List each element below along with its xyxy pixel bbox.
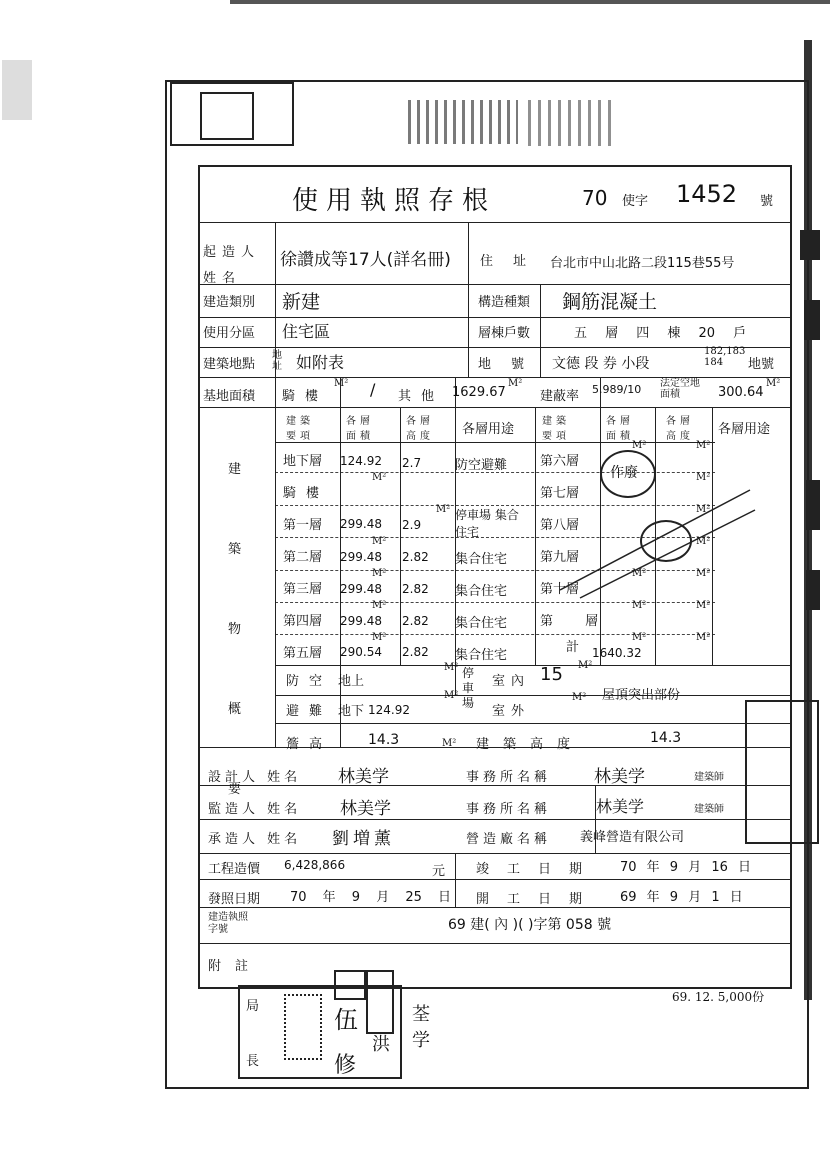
col-height-right: 各層高度: [666, 416, 694, 442]
outdoor-label: 室外: [492, 704, 531, 719]
signature-2: 修: [334, 1053, 357, 1078]
annex-label: 騎樓: [282, 389, 329, 404]
eaves-value: 14.3: [368, 732, 400, 748]
other-value: 1629.67: [452, 385, 506, 400]
floor-name-6: 第六層: [540, 454, 580, 469]
permit-number: 1452: [676, 180, 738, 208]
cost-value: 6,428,866: [284, 858, 346, 872]
col-use-right: 各層用途: [718, 422, 771, 437]
col-area-right: 各層面積: [606, 416, 634, 442]
address-label: 住址: [480, 254, 547, 269]
coverage-value: 5.989/10: [592, 383, 642, 396]
unit-mark: M²: [696, 632, 711, 643]
roof-label: 屋頂突出部份: [602, 688, 681, 703]
bh-label: 建築高度: [476, 737, 585, 752]
permit-suffix: 號: [760, 194, 774, 209]
unit-mark: M²: [372, 472, 387, 483]
signature-4: 荃: [412, 1004, 430, 1025]
floor-height: 2.82: [402, 582, 429, 596]
lot-suffix: 地號: [748, 357, 775, 372]
floor-area: 124.92: [340, 454, 382, 468]
floor-name-7: 第七層: [540, 486, 580, 501]
floor-use: 集合住宅: [455, 552, 508, 567]
unit-annex: M²: [334, 378, 349, 389]
supervisor-value: 林美学: [340, 799, 391, 819]
category-label: 建造類別: [203, 295, 256, 310]
floor-area: 299.48: [340, 614, 382, 628]
permit-label: 建造執照字號: [208, 912, 248, 935]
note-label: 附註: [208, 959, 263, 974]
total-label: 計: [566, 640, 580, 655]
col-item-left: 建築要項: [286, 416, 314, 442]
floor-area: 299.48: [340, 550, 382, 564]
floor-height: 2.9: [402, 518, 422, 532]
void-text: 作廢: [610, 465, 638, 481]
issue-label: 發照日期: [208, 892, 261, 907]
structure-label: 構造種類: [478, 295, 531, 310]
unit-mark: M²: [632, 600, 647, 611]
complete-label: 竣工日期: [476, 862, 601, 877]
lot-value: 文德 段 券 小段: [552, 356, 650, 372]
unit-mark: M²: [372, 600, 387, 611]
building-side-label: 建築物概要: [228, 462, 242, 797]
designer-value: 林美学: [338, 767, 389, 787]
floor-use: 停車場 集合住宅: [455, 508, 519, 539]
right-margin-marks-2: [804, 300, 820, 340]
structure-value: 鋼筋混凝土: [562, 291, 658, 313]
floor-use: 防空避難: [455, 458, 508, 473]
contractor-label: 承造人 姓名: [208, 832, 302, 847]
annex-value: /: [370, 380, 376, 399]
floor-use: 集合住宅: [455, 616, 508, 631]
floor-name-9: 第九層: [540, 550, 580, 565]
defense-label: 防空: [286, 674, 333, 689]
cost-unit: 元: [432, 864, 446, 879]
firm2-label: 事務所名稱: [466, 802, 552, 817]
category-value: 新建: [282, 291, 321, 313]
floor-height: 2.82: [402, 645, 429, 659]
right-margin-marks-4: [806, 570, 820, 610]
director-label-bottom: 長: [246, 1054, 260, 1069]
seal-stamp-2: [334, 970, 366, 1000]
total-value: 1640.32: [592, 646, 642, 660]
print-info: 69. 12. 5,000份: [672, 990, 765, 1004]
unit-mark: M²: [632, 632, 647, 643]
floor-use: 集合住宅: [455, 648, 508, 663]
zone-value: 住宅區: [282, 322, 331, 341]
supervisor-label: 監造人 姓名: [208, 802, 302, 817]
signature-3: 洪: [372, 1034, 390, 1055]
floor-height: 2.82: [402, 550, 429, 564]
complete-value: 70 年 9 月 16 日: [620, 860, 752, 875]
floor-name: 第四層: [283, 614, 323, 629]
company-value: 義峰營造有限公司: [580, 830, 685, 845]
designer-label: 設計人 姓名: [208, 770, 302, 785]
floor-area: 299.48: [340, 582, 382, 596]
unit-mark: M²: [632, 440, 647, 451]
open-label: 法定空地面積: [660, 378, 700, 400]
col-use-left: 各層用途: [462, 422, 515, 437]
site-sub: 地址: [272, 350, 282, 372]
permit-prefix: 使字: [622, 194, 649, 209]
floor-area: 290.54: [340, 645, 382, 659]
floors-label: 層棟戶數: [478, 326, 531, 341]
unit-defense: M²: [444, 662, 459, 673]
zone-label: 使用分區: [203, 326, 256, 341]
floor-use: 集合住宅: [455, 584, 508, 599]
site-value: 如附表: [296, 353, 345, 372]
floor-name: 地下層: [283, 454, 323, 469]
unit-mark: M²: [696, 568, 711, 579]
unit-mark: M²: [696, 536, 711, 547]
floor-height: 2.7: [402, 456, 422, 470]
unit-mark: M²: [372, 632, 387, 643]
floor-name-8: 第八層: [540, 518, 580, 533]
seal-stamp-3: [366, 970, 394, 1034]
firm2-value: 林美学: [596, 797, 645, 816]
floor-name-blank: 第 層: [540, 614, 613, 629]
scan-edge-left: [2, 60, 32, 120]
applicant-label: 起造人 姓名: [203, 245, 261, 286]
permit-value: 69 建( 內 )( )字第 058 號: [448, 917, 612, 933]
floor-name: 第二層: [283, 550, 323, 565]
col-item-right: 建築要項: [542, 416, 570, 442]
contractor-value: 劉増薰: [332, 829, 395, 849]
bh-value: 14.3: [650, 730, 682, 746]
floor-name: 騎樓: [283, 486, 330, 501]
void-slash-lines: [560, 480, 760, 600]
cost-label: 工程造價: [208, 862, 261, 877]
lot-numbers: 182,183 184: [704, 346, 746, 368]
architect2-label: 建築師: [694, 804, 724, 815]
floor-name-10: 第十層: [540, 582, 580, 597]
unit-indoor: M²: [578, 660, 593, 671]
company-label: 營造廠名稱: [466, 832, 552, 847]
scan-edge-top: [230, 0, 830, 4]
start-label: 開工日期: [476, 892, 601, 907]
seal-stamp: [284, 994, 322, 1060]
parking-label: 停車場: [462, 666, 475, 710]
floors-value: 五 層 四 棟 20 戶: [574, 326, 747, 341]
defense-sub: 地上: [338, 674, 365, 689]
evac-label: 避難: [286, 704, 333, 719]
void-slash-2: [580, 510, 755, 598]
unit-mark: M²: [696, 504, 711, 515]
architect-label: 建築師: [694, 772, 724, 783]
floor-name: 第五層: [283, 646, 323, 661]
unit-mark: M²: [696, 472, 711, 483]
firm-value: 林美学: [594, 767, 645, 787]
right-overflow-stamp: [745, 700, 819, 844]
floor-name: 第一層: [283, 518, 323, 533]
evac-sub: 地下: [338, 704, 365, 719]
start-value: 69 年 9 月 1 日: [620, 890, 743, 905]
unit-outdoor: M²: [572, 692, 587, 703]
unit-mark: M²: [632, 568, 647, 579]
site-label: 建築地點: [203, 357, 256, 372]
signature-5: 学: [412, 1030, 430, 1051]
other-label: 其他: [398, 389, 445, 404]
col-area-left: 各層面積: [346, 416, 374, 442]
void-slash-1: [560, 490, 750, 590]
unit-other: M²: [508, 378, 523, 389]
director-label-top: 局: [246, 999, 260, 1014]
permit-year: 70: [582, 186, 608, 210]
unit-open: M²: [766, 378, 781, 389]
lot-label: 地號: [478, 357, 545, 372]
coverage-label: 建蔽率: [540, 389, 580, 404]
open-value: 300.64: [718, 385, 764, 400]
unit-eaves: M²: [442, 738, 457, 749]
col-height-left: 各層高度: [406, 416, 434, 442]
evac-value: 124.92: [368, 703, 410, 717]
applicant-value: 徐讚成等17人(詳名冊): [280, 250, 451, 270]
signature-1: 伍: [334, 1006, 358, 1034]
indoor-value: 15: [540, 664, 563, 685]
form-title: 使用執照存根: [292, 186, 497, 216]
floor-height: 2.82: [402, 614, 429, 628]
unit-mark: M²: [372, 568, 387, 579]
floor-name: 第三層: [283, 582, 323, 597]
right-margin-marks: [800, 230, 820, 260]
right-margin-marks-3: [806, 480, 820, 530]
address-value: 台北市中山北路二段115巷55号: [550, 256, 735, 271]
unit-mark: M²: [372, 536, 387, 547]
indoor-label: 室內: [492, 674, 531, 689]
issue-value: 70 年 9 月 25 日: [290, 890, 452, 905]
unit-mark: M²: [696, 600, 711, 611]
unit-mark: M²: [436, 504, 451, 515]
area-label: 基地面積: [203, 389, 256, 404]
eaves-label: 簷高: [286, 737, 333, 752]
unit-evac: M²: [444, 690, 459, 701]
firm-label: 事務所名稱: [466, 770, 552, 785]
floor-area: 299.48: [340, 517, 382, 531]
unit-mark: M²: [696, 440, 711, 451]
